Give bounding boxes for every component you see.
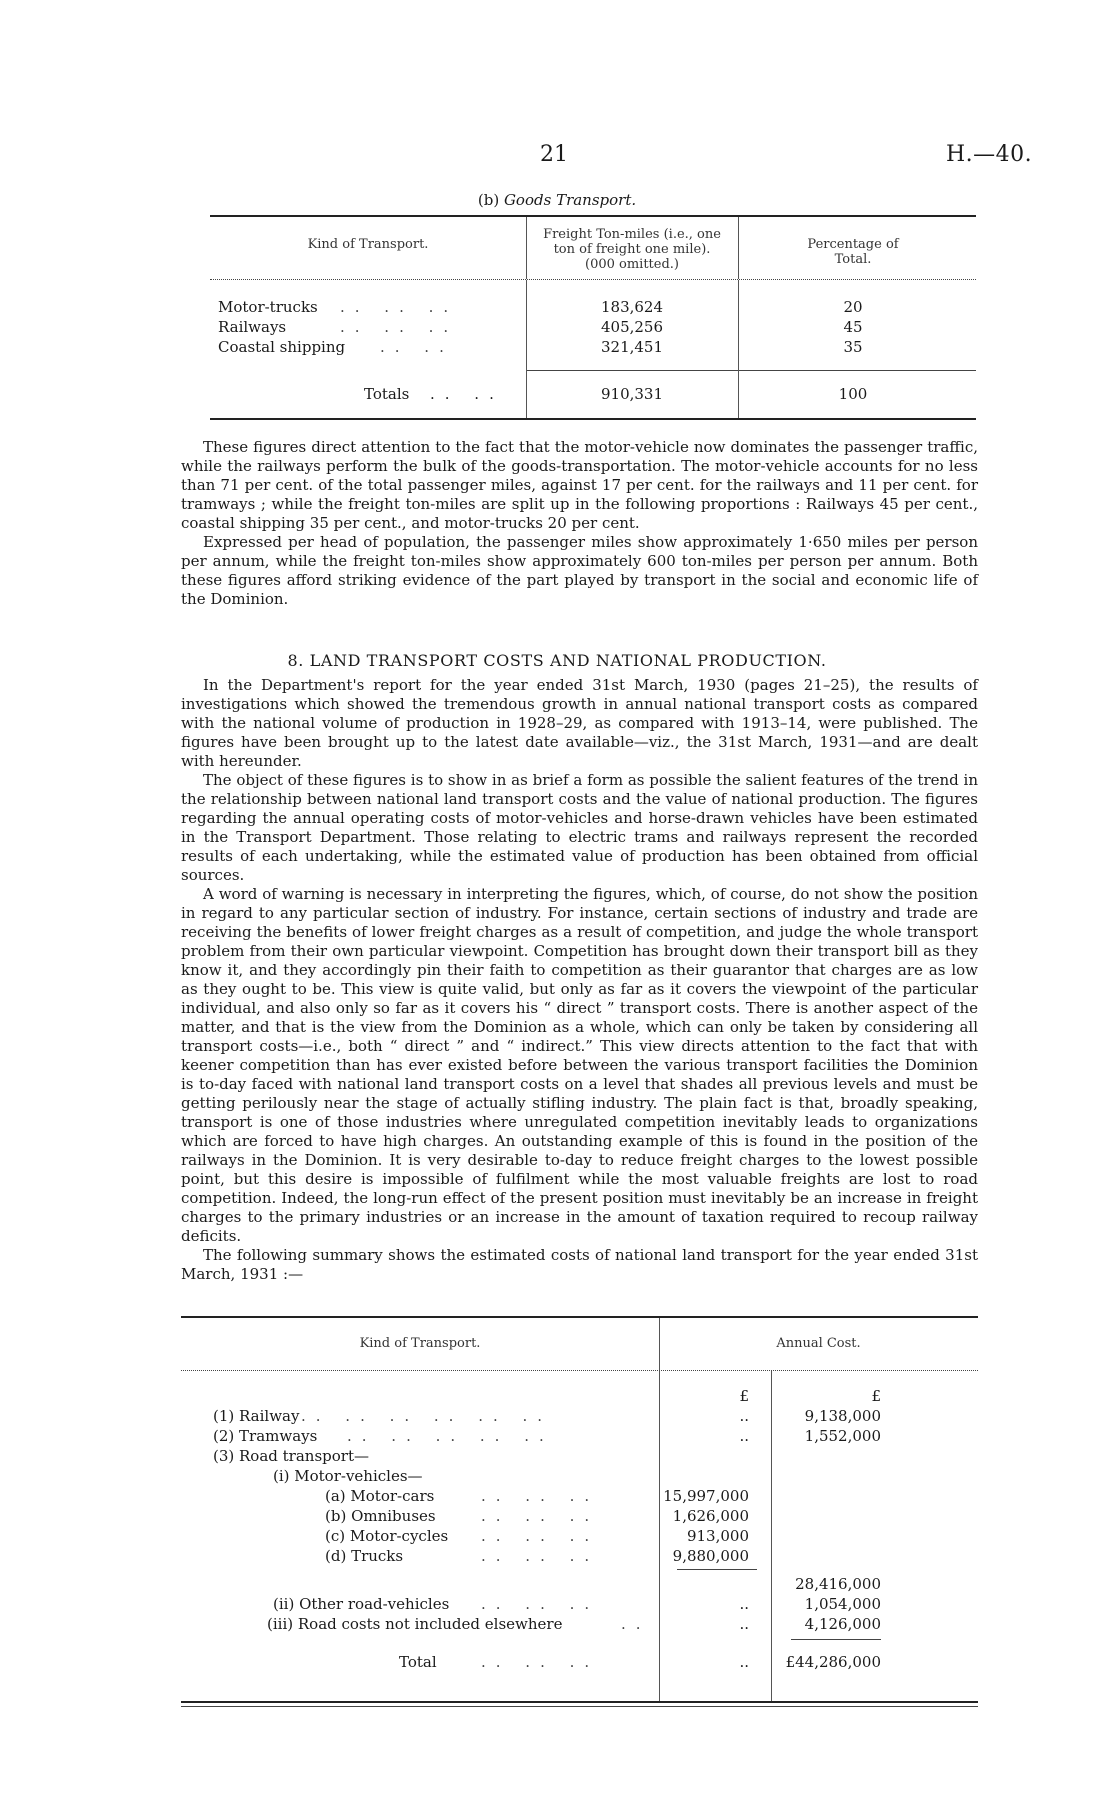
table-row: (ii) Other road-vehicles .. .. .. .. 1,054,000 xyxy=(273,1595,881,1613)
cost-table-header xyxy=(181,1318,978,1370)
goods-table xyxy=(210,215,976,420)
totals-row: Totals .. .. 910,331 100 xyxy=(210,370,976,418)
document-reference: H.—40. xyxy=(946,142,1033,167)
table-row: (2) Tramways .. .. .. .. .. .. 1,552,000 xyxy=(213,1427,881,1445)
paragraph: A word of warning is necessary in interpreting the figures, which, of course, do not show the position in regard to any particular section of industry. For instance, certain sections of industry and trade are receiving the benefits of lower freight charges as a result of competition, and judge the whole transport problem from their own particular viewpoint. Competition has brought down their transport bill as they know it, and they accordingly pin their faith to competition as their guarantor that charges are as low as they ought to be. This view is quite valid, but only as far as it covers the viewpoint of the particular individual, and also only so far as it covers his “ direct ” transport costs. There is another aspect of the matter, and that is the view from the Dominion as a whole, which can only be taken by considering all transport costs—i.e., both “ direct ” and “ indirect.” This view directs attention to the fact that with keener competition than has ever existed before between the various transport facilities the Dominion is to-day faced with national land transport costs on a level that shades all previous levels and must be getting perilously near the stage of actually stifling industry. The plain fact is that, broadly speaking, transport is one of those industries where unregulated competition inevitably leads to organizations which are forced to have high charges. An outstanding example of this is found in the position of the railways in the Dominion. It is very desirable to-day to reduce freight charges to the lowest possible point, but this desire is impossible of fulfilment while the most valuable freights are lost to road competition. Indeed, the long-run effect of the present position must inevitably be an increase in freight charges to the primary industries or an increase in the amount of taxation required to recoup railway deficits. xyxy=(181,885,978,1245)
table-row: Coastal shipping .. .. 321,451 35 xyxy=(218,338,863,356)
cost-table xyxy=(181,1316,978,1707)
page-number: 21 xyxy=(540,142,568,167)
col-kind-header: Kind of Transport. xyxy=(359,1336,481,1351)
goods-table-header xyxy=(210,217,976,279)
table-row: (b) Omnibuses .. .. .. 1,626,000 xyxy=(325,1507,749,1525)
col-percentage-header: Percentage of Total. xyxy=(807,237,899,267)
caption-title: Goods Transport. xyxy=(503,191,637,209)
goods-table-caption xyxy=(0,191,1114,209)
table-row xyxy=(181,1575,978,1595)
paragraph: The following summary shows the estimated costs of national land transport for the year ended 31st March, 1931 :— xyxy=(181,1246,978,1283)
table-row: (3) Road transport— xyxy=(213,1447,369,1465)
table-row: (a) Motor-cars .. .. .. 15,997,000 xyxy=(325,1487,749,1505)
table-row: Motor-trucks .. .. .. 183,624 20 xyxy=(218,298,863,316)
paragraph: In the Department's report for the year ended 31st March, 1930 (pages 21–25), the results of investigations which showed the tremendous growth in annual national transport costs as compared with the national volume of production in 1928–29, as compared with 1913–14, were published. The figures have been brought up to the latest date available—viz., the 31st March, 1931—and are dealt with hereunder. xyxy=(181,676,978,770)
table-row: Railways .. .. .. 405,256 45 xyxy=(218,318,863,336)
table-row: (i) Motor-vehicles— xyxy=(273,1467,423,1485)
table-bottom-rule xyxy=(210,418,976,420)
goods-table-body xyxy=(210,280,976,370)
paragraph-block-1 xyxy=(181,438,978,609)
currency-symbol: £ xyxy=(739,1387,749,1405)
paragraph: These figures direct attention to the fact that the motor-vehicle now dominates the passenger traffic, while the railways perform the bulk of the goods-transportation. The motor-vehicle accounts for no less than 71 per cent. of the total passenger miles, against 17 per cent. for the railways and 11 per cent. for tramways ; while the freight ton-miles are split up in the following proportions : Railways 45 per cent., coastal shipping 35 per cent., and motor-trucks 20 per cent. xyxy=(181,438,978,532)
paragraph: The object of these figures is to show in as brief a form as possible the salient features of the trend in the relationship between national land transport costs and the value of national production. The figures regarding the annual operating costs of motor-vehicles and horse-drawn vehicles have been estimated in the Transport Department. Those relating to electric trams and railways represent the recorded results of each undertaking, while the estimated value of production has been obtained from official sources. xyxy=(181,771,978,884)
total-row: Total .. .. .. .. £44,286,000 xyxy=(399,1653,881,1671)
table-row: (iii) Road costs not included elsewhere .. .. 4,126,000 xyxy=(267,1615,881,1633)
currency-symbol: £ xyxy=(871,1387,881,1405)
col-kind-header: Kind of Transport. xyxy=(307,237,429,252)
table-row: (d) Trucks .. .. .. 9,880,000 xyxy=(325,1547,749,1565)
caption-prefix: (b) xyxy=(477,191,500,209)
motor-vehicles-subtotal: 28,416,000 xyxy=(795,1575,881,1593)
paragraph-block-2 xyxy=(181,676,978,1284)
cost-table-body xyxy=(181,1371,978,1701)
col-ton-miles-header: Freight Ton-miles (i.e., one ton of freight one mile). (000 omitted.) xyxy=(543,227,721,272)
table-row: (c) Motor-cycles .. .. .. 913,000 xyxy=(325,1527,749,1545)
section-heading: 8. LAND TRANSPORT COSTS AND NATIONAL PRODUCTION. xyxy=(287,651,827,670)
paragraph: Expressed per head of population, the passenger miles show approximately 1·650 miles per person per annum, while the freight ton-miles show approximately 600 ton-miles per person per annum. Both these figures afford striking evidence of the part played by transport in the social and economic life of the Dominion. xyxy=(181,533,978,608)
table-row: (1) Railway .. .. .. .. .. .. .. 9,138,000 xyxy=(213,1407,881,1425)
col-annual-cost-header: Annual Cost. xyxy=(776,1336,861,1351)
